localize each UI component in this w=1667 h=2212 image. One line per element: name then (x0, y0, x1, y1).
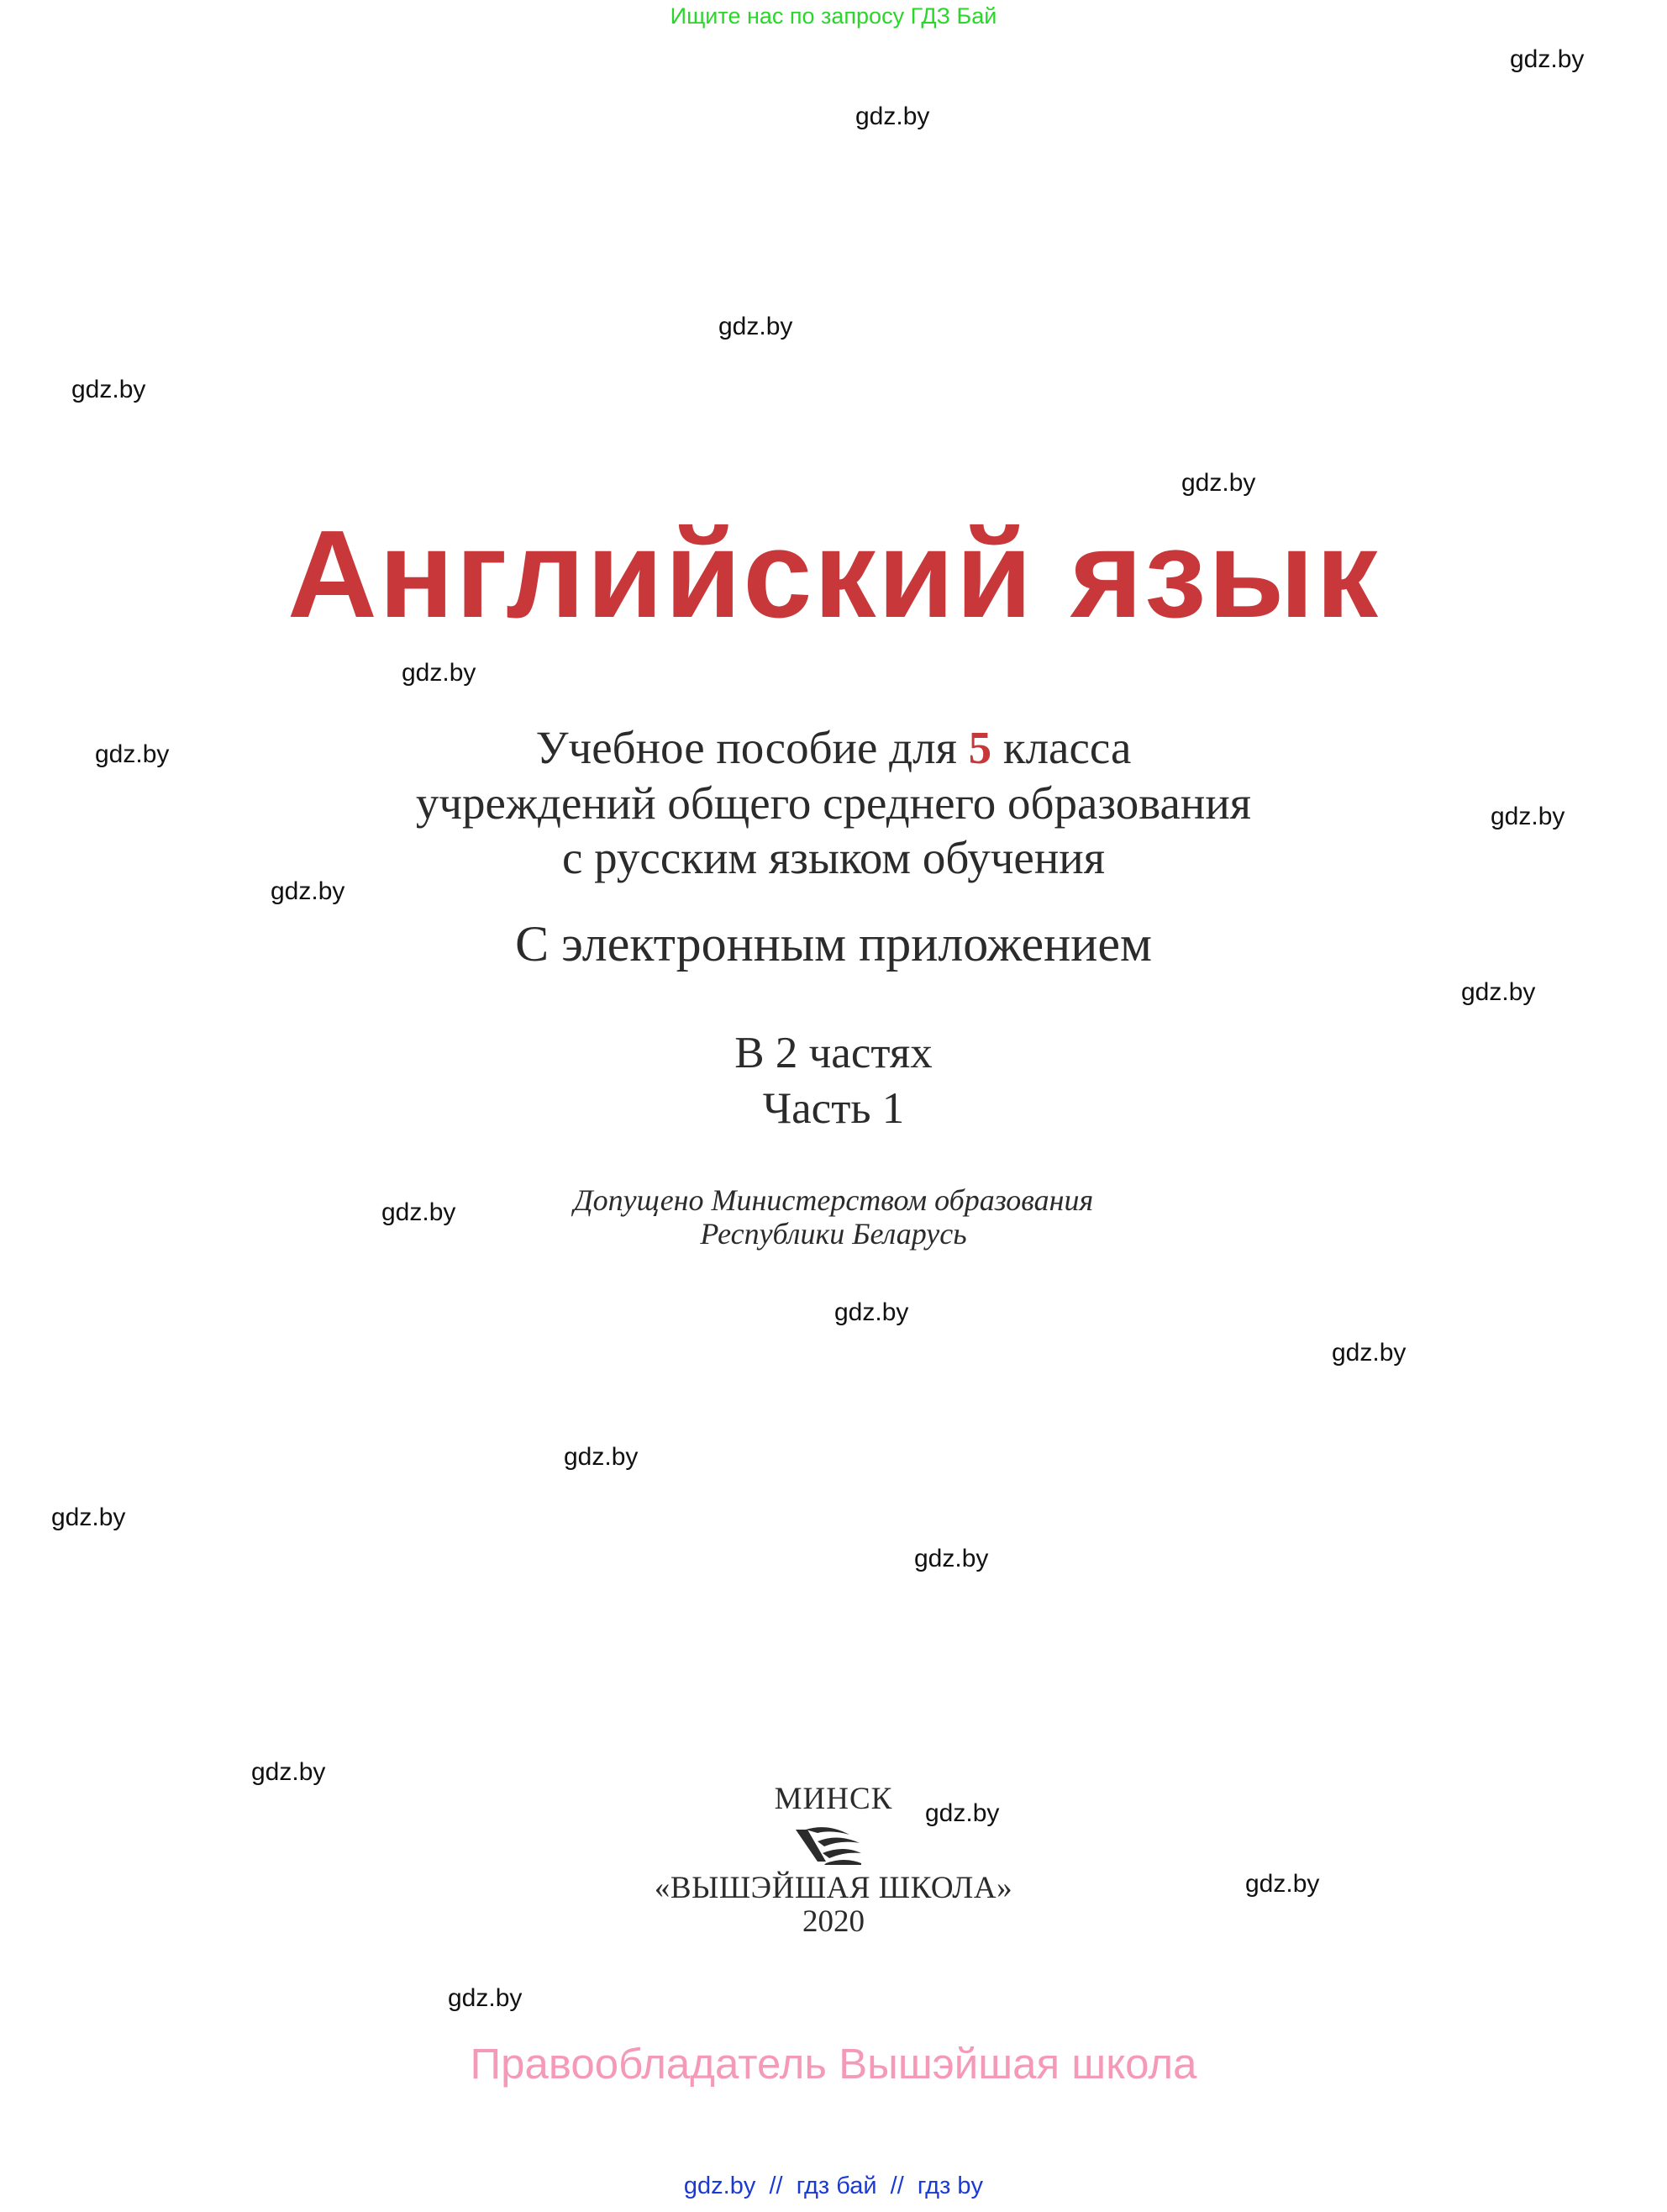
top-banner: Ищите нас по запросу ГДЗ Бай (670, 3, 997, 29)
publisher-name: «ВЫШЭЙШАЯ ШКОЛА» (654, 1871, 1013, 1905)
watermark: gdz.by (1332, 1339, 1407, 1367)
watermark: gdz.by (71, 376, 146, 403)
watermark: gdz.by (251, 1758, 326, 1786)
watermark: gdz.by (925, 1799, 1000, 1827)
rights-holder: Правообладатель Вышэйшая школа (470, 2040, 1197, 2088)
watermark: gdz.by (402, 659, 476, 687)
electronic-supplement: С электронным приложением (515, 916, 1152, 972)
watermark: gdz.by (855, 103, 930, 130)
grade-number: 5 (968, 722, 992, 773)
subtitle-line-1 (0, 724, 1667, 771)
part-number: Часть 1 (762, 1084, 905, 1133)
watermark: gdz.by (1181, 469, 1256, 497)
watermark: gdz.by (1491, 803, 1565, 830)
parts-total: В 2 частях (734, 1029, 933, 1077)
watermark: gdz.by (834, 1298, 909, 1326)
subtitle-line-3: с русским языком обучения (561, 832, 1105, 883)
watermark: gdz.by (564, 1443, 639, 1471)
watermark: gdz.by (448, 1984, 523, 2012)
subtitle-line-2: учреждений общего среднего образования (415, 777, 1252, 829)
watermark: gdz.by (1461, 978, 1536, 1006)
subtitle-before-grade: Учебное пособие для (535, 722, 969, 773)
watermark: gdz.by (718, 313, 793, 340)
watermark: gdz.by (95, 740, 170, 768)
watermark: gdz.by (1245, 1870, 1320, 1898)
book-title: Английский язык (287, 505, 1380, 644)
publisher-city: МИНСК (774, 1782, 893, 1816)
watermark: gdz.by (1510, 45, 1585, 73)
watermark: gdz.by (914, 1545, 989, 1572)
approval-line-2: Республики Беларусь (700, 1217, 967, 1251)
watermark: gdz.by (271, 877, 345, 905)
footer-links[interactable]: gdz.by // гдз бай // гдз by (683, 2172, 984, 2199)
publication-year: 2020 (802, 1904, 865, 1939)
approval-line-1: Допущено Министерством образования (573, 1183, 1094, 1217)
watermark: gdz.by (51, 1504, 126, 1531)
watermark: gdz.by (381, 1198, 456, 1226)
subtitle-after-grade: класса (991, 722, 1132, 773)
publisher-logo-icon (794, 1820, 863, 1867)
